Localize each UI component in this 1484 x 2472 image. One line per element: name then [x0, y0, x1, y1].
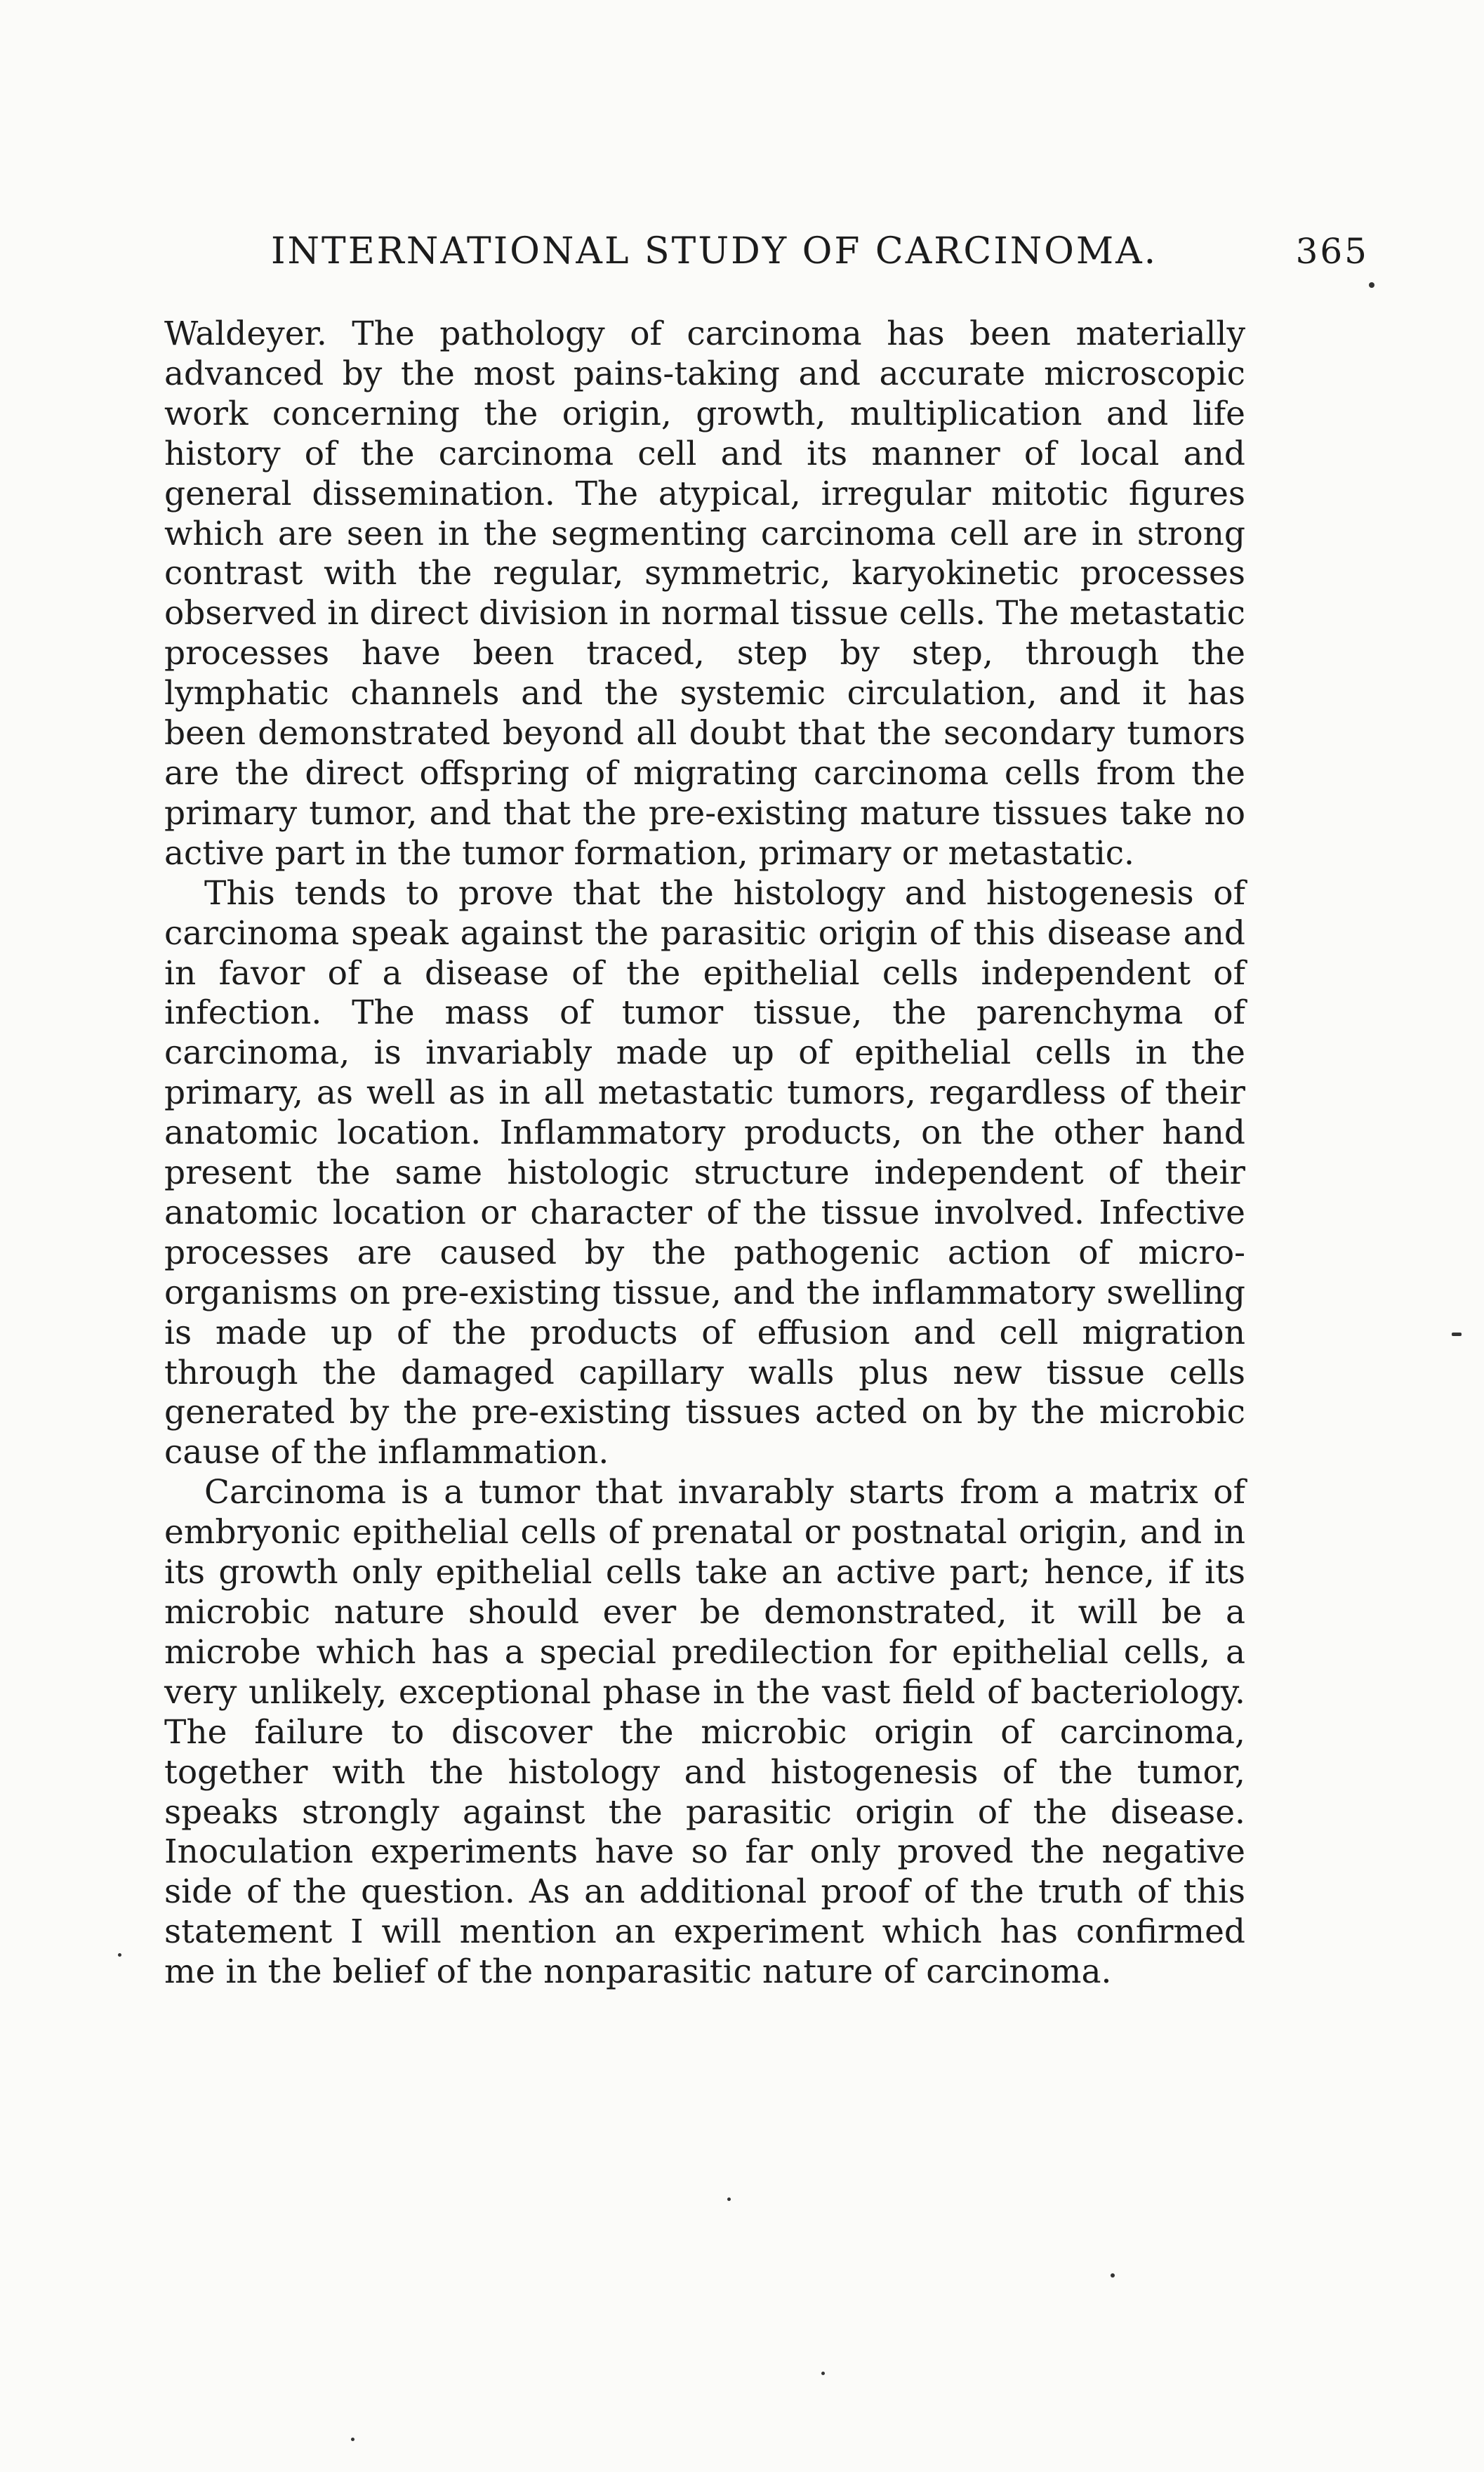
scan-speck: [1452, 1333, 1462, 1336]
scan-speck: [351, 2438, 355, 2441]
paragraph-2: This tends to prove that the histology and histogenesis of carcinoma speak against the parasitic origin of this disease and in favor of a disease of the epithelial cells independent of infection. The mass of tumor tissue, the parenchyma of carcinoma, is invariably made up of epithelial cells in the primary, as well as in all metastatic tumors, regardless of their anatomic location. Inflammatory products, on the other hand present the same histologic structure independent of their anatomic location or character of the tissue involved. Infective processes are caused by the pathogenic action of micro-organisms on pre-existing tissue, and the inflammatory swelling is made up of the products of effusion and cell migration through the damaged capillary walls plus new tissue cells generated by the pre-existing tissues acted on by the microbic cause of the inflammation.: [164, 873, 1245, 1472]
scan-speck: [821, 2372, 825, 2375]
body-text: [164, 315, 1245, 1992]
paragraph-1: Waldeyer. The pathology of carcinoma has been materially advanced by the most pains-taking and accurate microscopic work concerning the origin, growth, multiplication and life history of the carcinoma cell and its manner of local and general dissemination. The atypical, irregular mitotic figures which are seen in the segmenting carcinoma cell are in strong contrast with the regular, symmetric, karyokinetic processes observed in direct division in normal tissue cells. The metastatic processes have been traced, step by step, through the lymphatic channels and the systemic circulation, and it has been demonstrated beyond all doubt that the secondary tumors are the direct offspring of migrating carcinoma cells from the primary tumor, and that the pre-existing mature tissues take no active part in the tumor formation, primary or metastatic.: [164, 315, 1245, 873]
paragraph-3: Carcinoma is a tumor that invarably starts from a matrix of embryonic epithelial cells of prenatal or postnatal origin, and in its growth only epithelial cells take an active part; hence, if its microbic nature should ever be demonstrated, it will be a microbe which has a special predilection for epithelial cells, a very unlikely, exceptional phase in the vast field of bacteriology. The failure to discover the microbic origin of carcinoma, together with the histology and histogenesis of the tumor, speaks strongly against the parasitic origin of the disease. Inoculation experiments have so far only proved the negative side of the question. As an additional proof of the truth of this statement I will mention an experiment which has confirmed me in the belief of the nonparasitic nature of carcinoma.: [164, 1473, 1245, 1992]
scan-speck: [1369, 282, 1374, 288]
scan-speck: [1111, 2273, 1115, 2278]
scan-speck: [727, 2197, 731, 2201]
running-title: INTERNATIONAL STUDY OF CARCINOMA.: [271, 230, 1158, 272]
scan-speck: [118, 1953, 121, 1957]
page-number: 365: [1295, 231, 1369, 272]
page-header: [271, 230, 1369, 279]
